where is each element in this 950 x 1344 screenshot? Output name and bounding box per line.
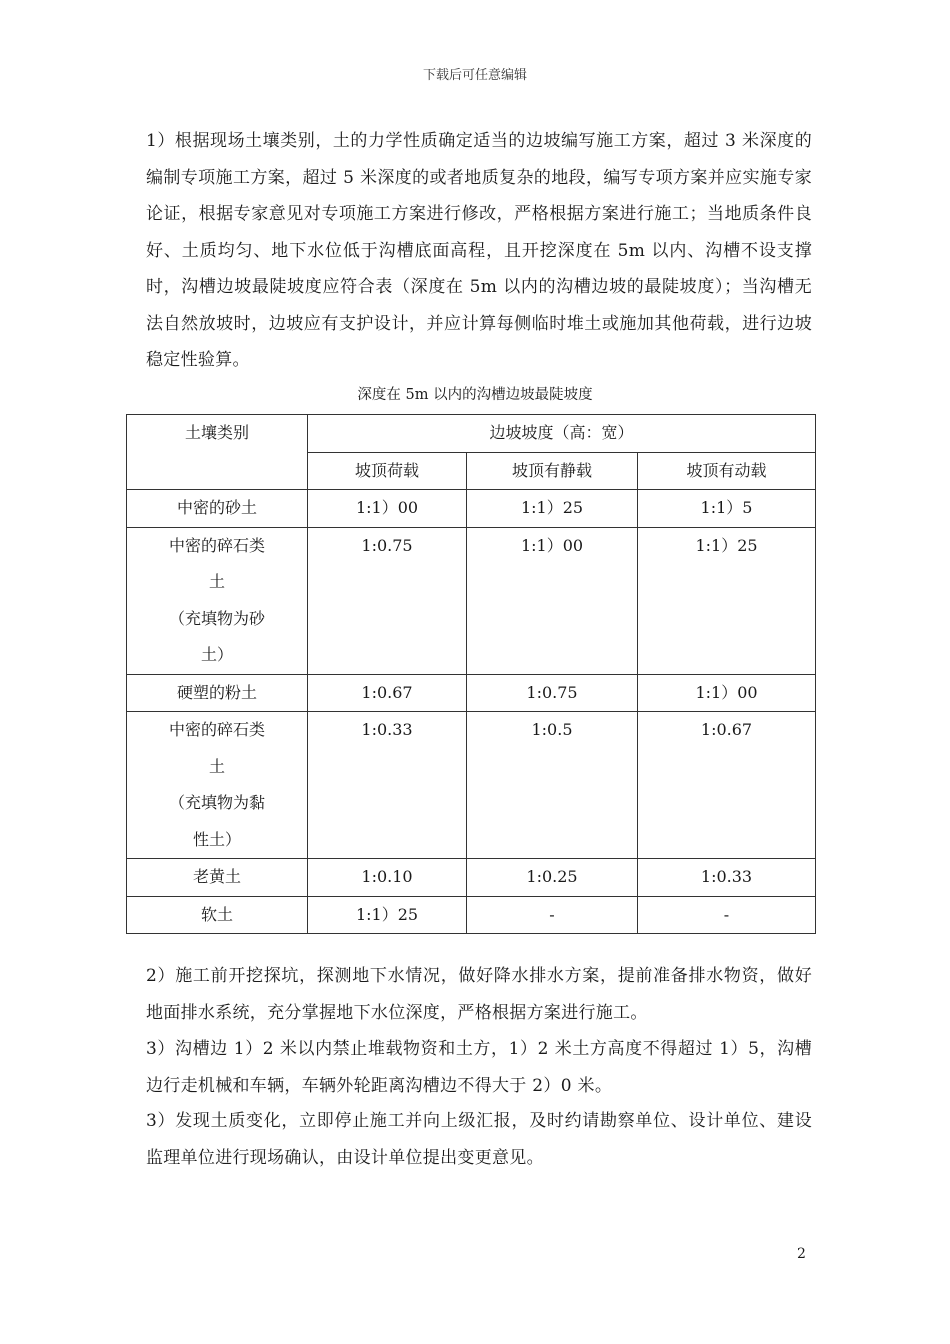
header-soil-type: 土壤类别 (127, 415, 308, 490)
soil-line: 土 (208, 572, 225, 591)
value-cell: 1:0.75 (308, 527, 467, 674)
value-cell: 1:1）00 (467, 527, 638, 674)
soil-line: 硬塑的粉土 (176, 682, 257, 702)
table-row (127, 859, 816, 897)
value-cell: 1:1）00 (308, 490, 467, 528)
soil-line: （充填物为黏 (168, 793, 265, 812)
table-caption: 深度在 5m 以内的沟槽边坡最陡坡度 (357, 387, 593, 403)
soil-cell (127, 896, 308, 934)
value-cell: 1:1）5 (638, 490, 816, 528)
soil-line: 土 (208, 756, 225, 776)
table-row (127, 896, 816, 934)
value-cell: - (638, 896, 816, 934)
subheader-static-load: 坡顶有静载 (467, 452, 638, 490)
soil-cell (127, 859, 308, 897)
soil-cell (127, 527, 308, 674)
value-cell: 1:0.33 (308, 712, 467, 859)
value-cell: 1:1）25 (308, 896, 467, 934)
table-row (127, 490, 816, 528)
value-cell: 1:1）25 (638, 527, 816, 674)
slope-table (126, 414, 816, 934)
table-row (127, 712, 816, 859)
soil-line: 土） (200, 645, 233, 664)
value-cell: 1:0.25 (467, 859, 638, 897)
value-cell: 1:1）00 (638, 674, 816, 712)
subheader-top-load: 坡顶荷载 (308, 452, 467, 490)
value-cell: 1:0.67 (308, 674, 467, 712)
value-cell: 1:0.33 (638, 859, 816, 897)
soil-cell (127, 490, 308, 528)
value-cell: 1:0.75 (467, 674, 638, 712)
soil-line: （充填物为砂 (168, 608, 265, 628)
paragraph-2: 2）施工前开挖探坑，探测地下水情况，做好降水排水方案，提前准备排水物资，做好地面排水系统，充分掌握地下水位深度，严格根据方案进行施工。 (146, 966, 812, 1023)
value-cell: - (467, 896, 638, 934)
soil-line: 性土） (192, 829, 241, 849)
soil-line: 中密的砂土 (176, 498, 257, 517)
soil-cell (127, 674, 308, 712)
page-number: 2 (797, 1246, 806, 1262)
paragraph-4: 3）发现土质变化，立即停止施工并向上级汇报，及时约请勘察单位、设计单位、建设监理单位进行现场确认，由设计单位提出变更意见。 (146, 1111, 812, 1168)
value-cell: 1:0.67 (638, 712, 816, 859)
paragraph-3: 3）沟槽边 1）2 米以内禁止堆载物资和土方，1）2 米土方高度不得超过 1）5，沟槽边行走机械和车辆，车辆外轮距离沟槽边不得大于 2）0 米。 (146, 1039, 812, 1096)
paragraph-1: 1）根据现场土壤类别，土的力学性质确定适当的边坡编写施工方案，超过 3 米深度的编制专项施工方案，超过 5 米深度的或者地质复杂的地段，编写专项方案并应实施专家论证，根据专家意见对专项施工方案进行修改，严格根据方案进行施工；当地质条件良好、土质均匀、地下水位低于沟槽底面高程，且开挖深度在 5m 以内、沟槽不设支撑时，沟槽边坡最陡坡度应符合表（深度在 5m 以内的沟槽边坡的最陡坡度）；当沟槽无法自然放坡时，边坡应有支护设计，并应计算每侧临时堆土或施加其他荷载，进行边坡稳定性验算。 (146, 131, 812, 370)
soil-cell (127, 712, 308, 859)
value-cell: 1:1）25 (467, 490, 638, 528)
soil-line: 中密的碎石类 (168, 720, 265, 739)
table-row (127, 527, 816, 674)
soil-line: 中密的碎石类 (168, 535, 265, 555)
value-cell: 1:0.10 (308, 859, 467, 897)
header-slope: 边坡坡度（高：宽） (308, 415, 816, 453)
page-header: 下载后可任意编辑 (422, 68, 527, 83)
soil-line: 软土 (200, 904, 233, 924)
subheader-dynamic-load: 坡顶有动载 (638, 452, 816, 490)
value-cell: 1:0.5 (467, 712, 638, 859)
soil-line: 老黄土 (192, 867, 241, 886)
table-row (127, 674, 816, 712)
